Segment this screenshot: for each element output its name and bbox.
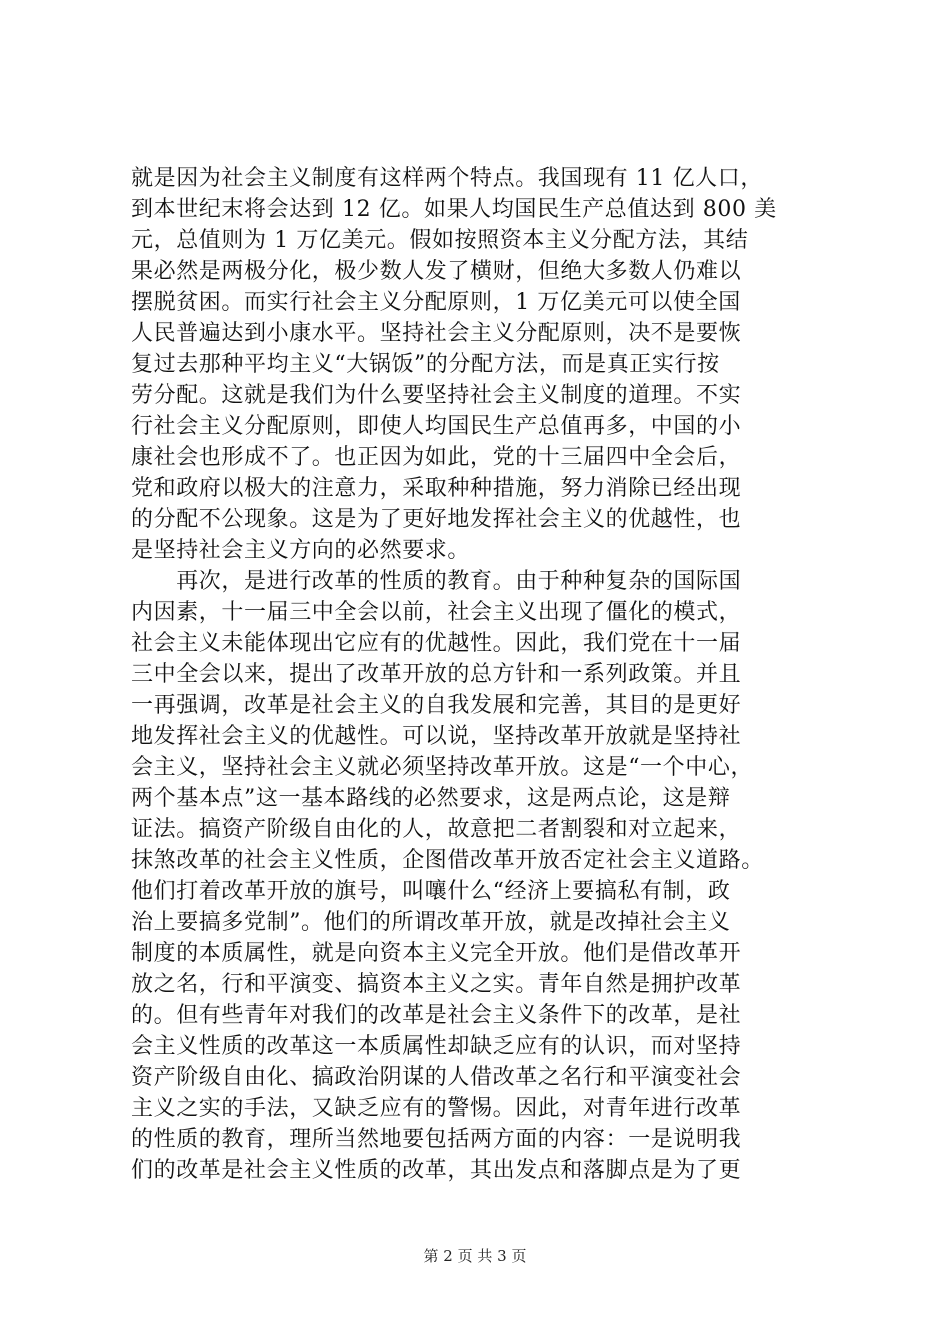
text-line: 的。但有些青年对我们的改革是社会主义条件下的改革，是社 <box>131 1003 742 1028</box>
text-line: 康社会也形成不了。也正因为如此，党的十三届四中全会后， <box>131 445 742 470</box>
text-line: 资产阶级自由化、搞政治阴谋的人借改革之名行和平演变社会 <box>131 1065 742 1090</box>
text-line: 他们打着改革开放的旗号，叫嚷什么“经济上要搞私有制，政 <box>131 879 731 904</box>
text-line: 行社会主义分配原则，即使人均国民生产总值再多，中国的小 <box>131 414 742 439</box>
text-line: 三中全会以来，提出了改革开放的总方针和一系列政策。并且 <box>131 662 742 687</box>
text-line: 们的改革是社会主义性质的改革，其出发点和落脚点是为了更 <box>131 1158 742 1183</box>
text-line: 地发挥社会主义的优越性。可以说，坚持改革开放就是坚持社 <box>131 724 742 749</box>
page-footer <box>0 1245 950 1266</box>
text-line: 内因素，十一届三中全会以前，社会主义出现了僵化的模式， <box>131 600 742 625</box>
text-line: 主义之实的手法，又缺乏应有的警惕。因此，对青年进行改革 <box>131 1096 742 1121</box>
text-line: 劳分配。这就是我们为什么要坚持社会主义制度的道理。不实 <box>131 383 742 408</box>
body-text <box>131 163 821 1186</box>
text-line: 治上要搞多党制”。他们的所谓改革开放，就是改掉社会主义 <box>131 910 731 935</box>
text-line: 人民普遍达到小康水平。坚持社会主义分配原则，决不是要恢 <box>131 321 742 346</box>
text-line: 两个基本点”这一基本路线的必然要求，这是两点论，这是辩 <box>131 786 731 811</box>
page-number-label: 第 2 页 共 3 页 <box>423 1247 527 1265</box>
text-line: 证法。搞资产阶级自由化的人，故意把二者割裂和对立起来， <box>131 817 742 842</box>
text-line: 会主义，坚持社会主义就必须坚持改革开放。这是“一个中心， <box>131 755 754 780</box>
text-line: 制度的本质属性，就是向资本主义完全开放。他们是借改革开 <box>131 941 742 966</box>
text-line: 再次，是进行改革的性质的教育。由于种种复杂的国际国 <box>131 569 742 594</box>
text-line: 复过去那种平均主义“大锅饭”的分配方法，而是真正实行按 <box>131 352 720 377</box>
text-line: 会主义性质的改革这一本质属性却缺乏应有的认识，而对坚持 <box>131 1034 742 1059</box>
text-line: 是坚持社会主义方向的必然要求。 <box>131 538 471 563</box>
text-line: 一再强调，改革是社会主义的自我发展和完善，其目的是更好 <box>131 693 742 718</box>
text-line: 就是因为社会主义制度有这样两个特点。我国现有 11 亿人口， <box>131 166 763 191</box>
text-line: 社会主义未能体现出它应有的优越性。因此，我们党在十一届 <box>131 631 742 656</box>
text-line: 党和政府以极大的注意力，采取种种措施，努力消除已经出现 <box>131 476 742 501</box>
text-line: 的性质的教育，理所当然地要包括两方面的内容：一是说明我 <box>131 1127 742 1152</box>
text-line: 放之名，行和平演变、搞资本主义之实。青年自然是拥护改革 <box>131 972 742 997</box>
text-line: 到本世纪末将会达到 12 亿。如果人均国民生产总值达到 800 美 <box>131 197 777 222</box>
text-line: 的分配不公现象。这是为了更好地发挥社会主义的优越性，也 <box>131 507 742 532</box>
text-line: 果必然是两极分化，极少数人发了横财，但绝大多数人仍难以 <box>131 259 742 284</box>
text-line: 抹煞改革的社会主义性质，企图借改革开放否定社会主义道路。 <box>131 848 764 873</box>
text-line: 元，总值则为 1 万亿美元。假如按照资本主义分配方法，其结 <box>131 228 749 253</box>
text-line: 摆脱贫困。而实行社会主义分配原则，1 万亿美元可以使全国 <box>131 290 741 315</box>
